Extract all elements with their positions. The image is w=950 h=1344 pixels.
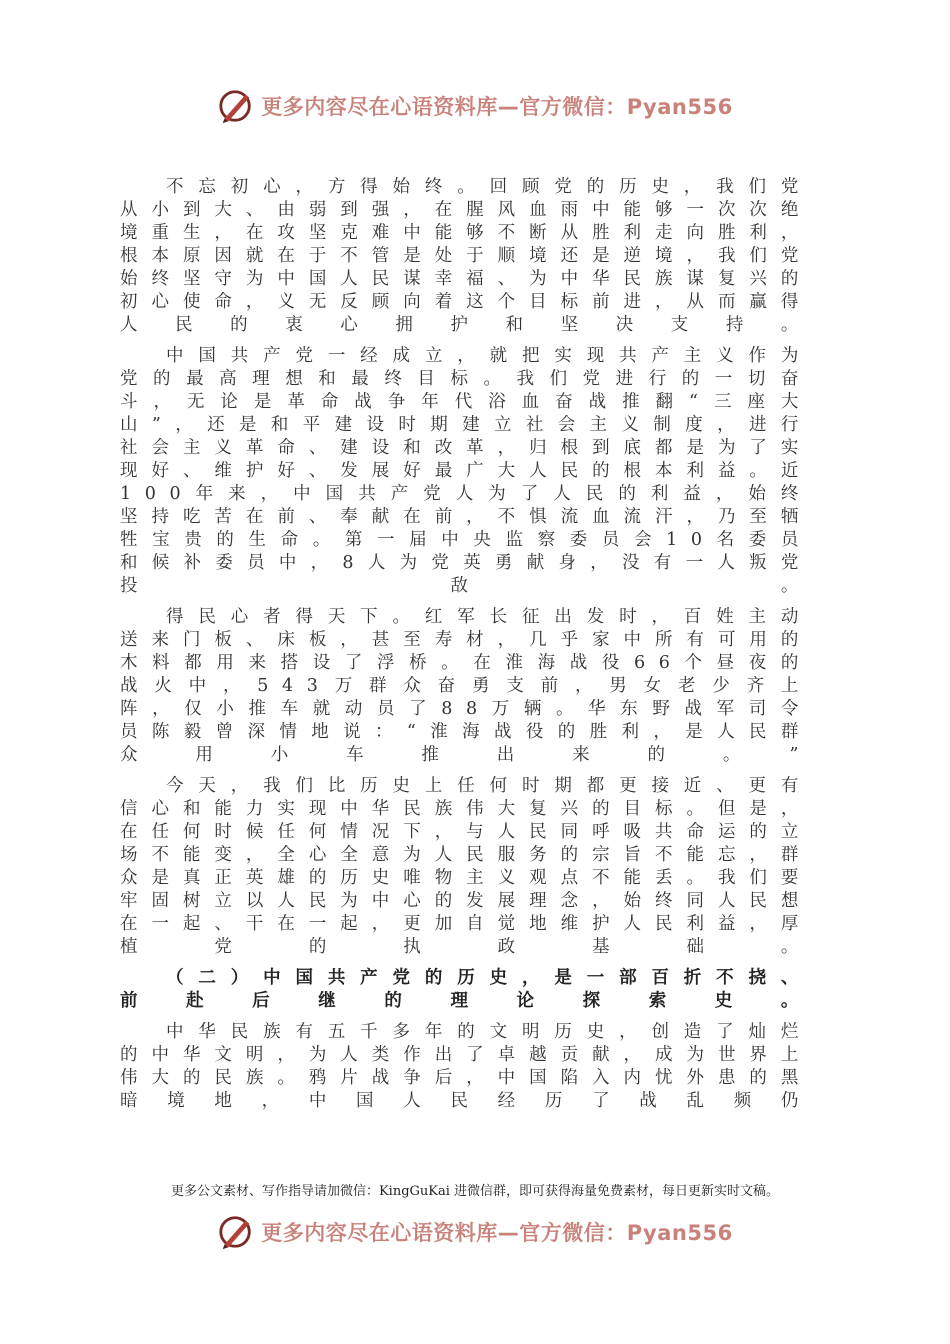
footer-note: 更多公文素材、写作指导请加微信：KingGuKai 进微信群，即可获得海量免费素材，每日更新实时文稿。: [170, 1184, 780, 1199]
section-heading: （二）中国共产党的历史，是一部百折不挠、前赴后继的理论探索史。: [120, 968, 812, 1011]
article-body: [120, 176, 812, 1121]
watermark-bottom: [0, 1210, 950, 1254]
paragraph: 中华民族有五千多年的文明历史，创造了灿烂的中华文明，为人类作出了卓越贡献，成为世界上伟大的民族。鸦片战争后，中国陷入内忧外患的黑暗境地，中国人民经历了战乱频仍: [120, 1022, 812, 1111]
pen-logo-icon: [217, 1213, 255, 1251]
paragraph: 得民心者得天下。红军长征出发时，百姓主动送来门板、床板，甚至寿材，几乎家中所有可用的木料都用来搭设了浮桥。在淮海战役66个昼夜的战火中，543万群众奋勇支前，男女老少齐上阵，仅小推车就动员了88万辆。华东野战军司令员陈毅曾深情地说：“淮海战役的胜利，是人民群众用小车推出来的。”: [120, 607, 812, 765]
pen-logo-icon: [217, 87, 255, 125]
paragraph: 今天，我们比历史上任何时期都更接近、更有信心和能力实现中华民族伟大复兴的目标。但是，在任何时候任何情况下，与人民同呼吸共命运的立场不能变，全心全意为人民服务的宗旨不能忘，群众是真正英雄的历史唯物主义观点不能丢。我们要牢固树立以人民为中心的发展理念，始终同人民想在一起、干在一起，更加自觉地维护人民利益，厚植党的执政基础。: [120, 776, 812, 957]
watermark-top: [0, 84, 950, 128]
watermark-text: 更多内容尽在心语资料库—官方微信：Pyan556: [261, 95, 733, 119]
paragraph: 中国共产党一经成立，就把实现共产主义作为党的最高理想和最终目标。我们党进行的一切奋斗，无论是革命战争年代浴血奋战推翻“三座大山”，还是和平建设时期建立社会主义制度，进行社会主义革命、建设和改革，归根到底都是为了实现好、维护好、发展好最广大人民的根本利益。近100年来，中国共产党人为了人民的利益，始终坚持吃苦在前、奉献在前，不惧流血流汗，乃至牺牲宝贵的生命。第一届中央监察委员会10名委员和候补委员中，8人为党英勇献身，没有一人叛党投敌。: [120, 346, 812, 596]
paragraph: 不忘初心，方得始终。回顾党的历史，我们党从小到大、由弱到强，在腥风血雨中能够一次次绝境重生，在攻坚克难中能够不断从胜利走向胜利，根本原因就在于不管是处于顺境还是逆境，我们党始终坚守为中国人民谋幸福、为中华民族谋复兴的初心使命，义无反顾向着这个目标前进，从而赢得人民的衷心拥护和坚决支持。: [120, 177, 812, 335]
watermark-text: 更多内容尽在心语资料库—官方微信：Pyan556: [261, 1221, 733, 1245]
